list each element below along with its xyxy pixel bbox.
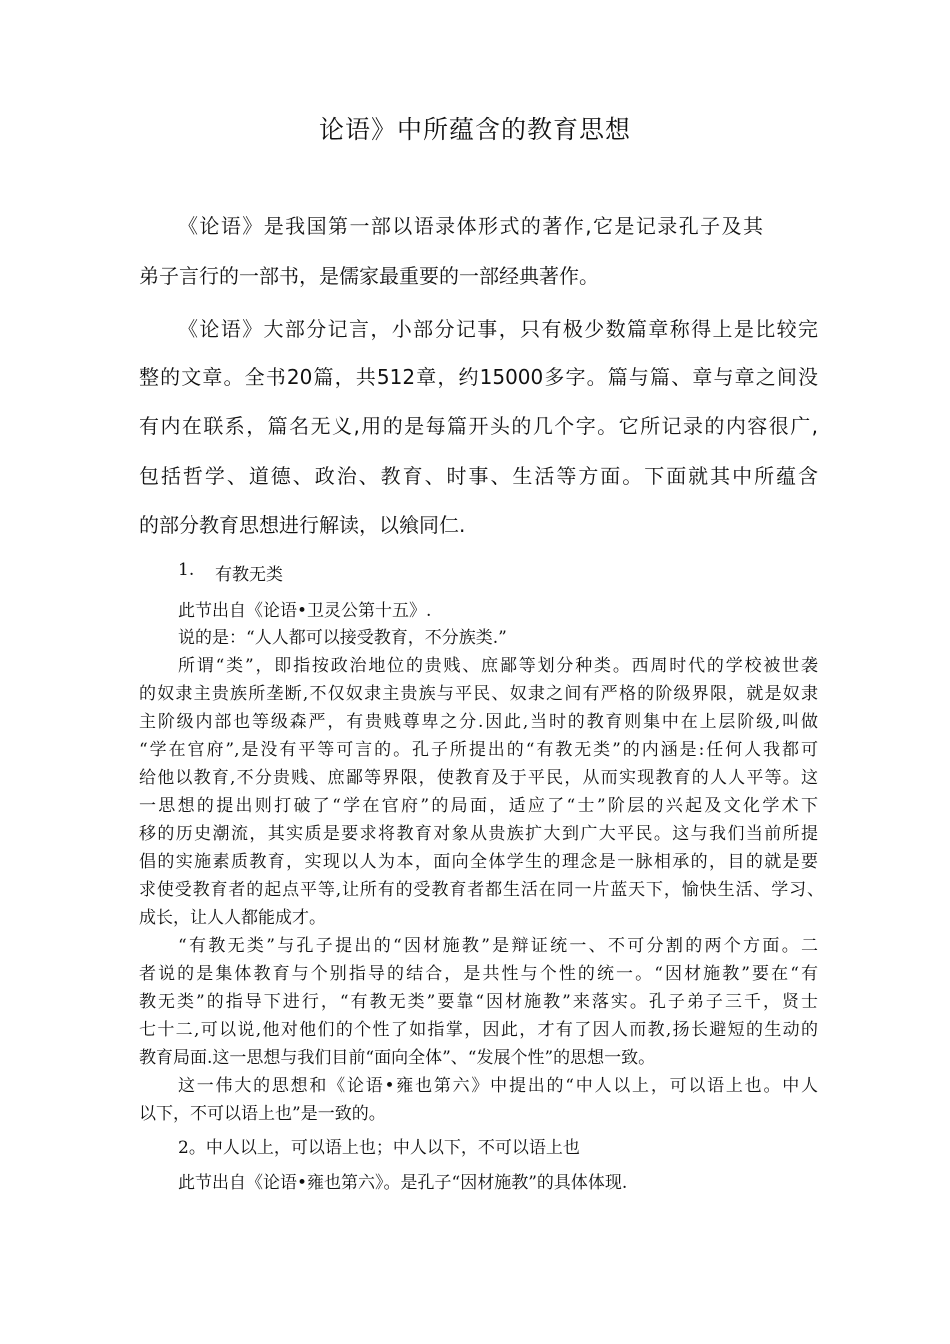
section1-line-15: 教无类”的指导下进行，“有教无类”要靠“因材施教”来落实。孔子弟子三千，贤士 [139, 992, 818, 1012]
section1-heading-number: 1. [178, 560, 195, 580]
section2-line-1: 此节出自《论语•雍也第六》。是孔子“因材施教”的具体体现. [178, 1173, 628, 1193]
section1-line-4: 的奴隶主贵族所垄断,不仅奴隶主贵族与平民、奴隶之间有严格的阶级界限，就是奴隶 [139, 684, 818, 704]
intro-line-1: 《论语》是我国第一部以语录体形式的著作,它是记录孔子及其 [178, 214, 763, 238]
intro-line-4: 整的文章。全书20篇，共512章，约15000多字。篇与篇、章与章之间没 [139, 365, 818, 389]
intro-line-3: 《论语》大部分记言，小部分记事，只有极少数篇章称得上是比较完 [178, 317, 818, 341]
intro-line-6: 包括哲学、道德、政治、教育、时事、生活等方面。下面就其中所蕴含 [139, 464, 818, 488]
section1-line-7: 给他以教育,不分贵贱、庶鄙等界限，使教育及于平民，从而实现教育的人人平等。这 [139, 768, 818, 788]
section1-line-2: 说的是：“人人都可以接受教育，不分族类.” [178, 628, 507, 648]
section1-line-18: 这一伟大的思想和《论语•雍也第六》中提出的“中人以上，可以语上也。中人 [178, 1076, 818, 1096]
section2-heading: 2。中人以上，可以语上也；中人以下，不可以语上也 [178, 1138, 580, 1158]
section1-heading-text: 有教无类 [215, 565, 283, 585]
section1-line-17: 教育局面.这一思想与我们目前“面向全体”、“发展个性”的思想一致。 [139, 1048, 656, 1068]
intro-line-2: 弟子言行的一部书，是儒家最重要的一部经典著作。 [139, 264, 599, 288]
section1-line-16: 七十二,可以说,他对他们的个性了如指掌，因此，才有了因人而教,扬长避短的生动的 [139, 1020, 818, 1040]
intro-line-7: 的部分教育思想进行解读，以飨同仁. [139, 513, 466, 537]
section1-line-10: 倡的实施素质教育，实现以人为本，面向全体学生的理念是一脉相承的，目的就是要 [139, 852, 818, 872]
section1-line-8: 一思想的提出则打破了“学在官府”的局面，适应了“士”阶层的兴起及文化学术下 [139, 796, 818, 816]
section1-line-19: 以下，不可以语上也”是一致的。 [139, 1104, 386, 1124]
section1-line-14: 者说的是集体教育与个别指导的结合，是共性与个性的统一。“因材施教”要在“有 [139, 964, 818, 984]
section1-line-1: 此节出自《论语•卫灵公第十五》. [178, 601, 432, 621]
section1-line-5: 主阶级内部也等级森严，有贵贱尊卑之分.因此,当时的教育则集中在上层阶级,叫做 [139, 712, 818, 732]
section1-line-3: 所谓“类”，即指按政治地位的贵贱、庶鄙等划分种类。西周时代的学校被世袭 [178, 656, 818, 676]
section1-line-12: 成长，让人人都能成才。 [139, 908, 326, 928]
section1-line-11: 求使受教育者的起点平等,让所有的受教育者都生活在同一片蓝天下，愉快生活、学习、 [139, 880, 824, 900]
intro-line-5: 有内在联系，篇名无义,用的是每篇开头的几个字。它所记录的内容很广, [139, 414, 818, 438]
section1-line-6: “学在官府”,是没有平等可言的。孔子所提出的“有教无类”的内涵是:任何人我都可 [139, 740, 818, 760]
section1-line-13: “有教无类”与孔子提出的“因材施教”是辩证统一、不可分割的两个方面。二 [178, 936, 818, 956]
section1-line-9: 移的历史潮流，其实质是要求将教育对象从贵族扩大到广大平民。这与我们当前所提 [139, 824, 818, 844]
document-title: 论语》中所蕴含的教育思想 [318, 115, 631, 144]
